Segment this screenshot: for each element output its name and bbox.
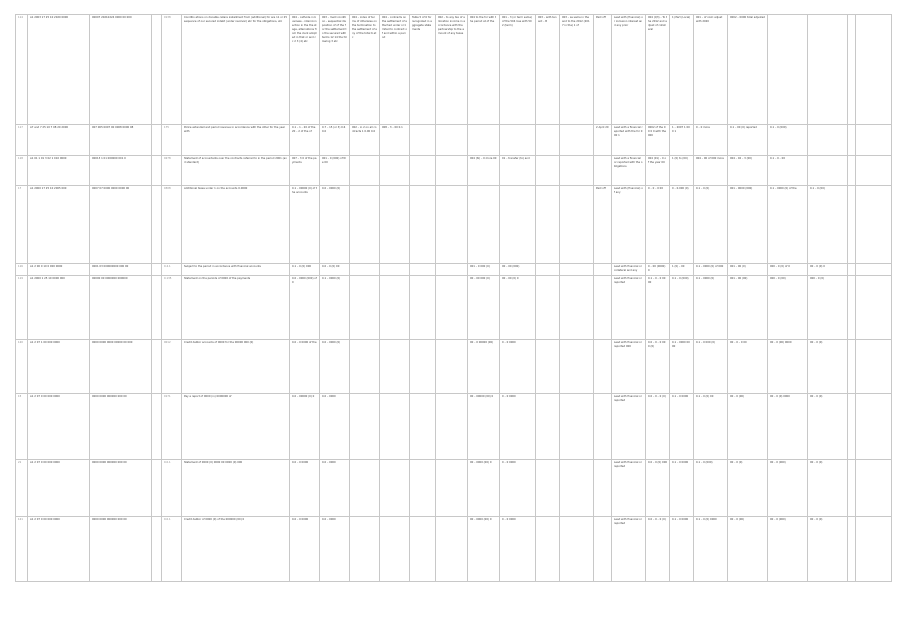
table-cell: 0.4.1 — [162, 263, 182, 276]
table-cell: Paid off — [594, 185, 612, 263]
table-cell — [856, 459, 892, 516]
table-cell: Credit debtor of 0000 (0) of the 000000 (00) 0 — [182, 516, 290, 581]
table-cell: 0007 07 0000 0000 0000 00 — [90, 185, 152, 263]
table-cell: Statement of accountants over the contracts referred to in the period 2001 (and standard) — [182, 156, 290, 186]
table-cell — [856, 185, 892, 263]
table-cell: 007 005 0007 00 0008 0000 08 — [90, 124, 152, 156]
table-cell: 002 – in 2 on all contracts 1 0.00 0.0 — [350, 124, 380, 156]
table-row — [16, 185, 892, 263]
table-cell — [856, 339, 892, 394]
table-cell: 0000 0000 000000 000 00 — [90, 394, 152, 459]
table-cell — [410, 516, 436, 581]
table-cell: 0 – 0 more — [694, 124, 728, 156]
table-cell: 0.0 – 0000 (000) of 0 — [290, 276, 320, 339]
table-cell — [560, 276, 594, 339]
table-cell — [848, 459, 856, 516]
table-cell — [594, 516, 612, 581]
table-cell: 003 – with tenant – B — [536, 15, 560, 125]
table-cell: 0278 — [162, 156, 182, 186]
table-cell — [152, 124, 162, 156]
table-cell — [436, 394, 468, 459]
table-cell — [848, 339, 856, 394]
spreadsheet-table — [15, 14, 892, 582]
table-cell: 00 – 0 (000) — [768, 516, 808, 581]
table-cell: 0012 — [162, 339, 182, 394]
table-cell: A1 2 07 0 00 000 0000 — [28, 459, 90, 516]
table-cell: 000 – 0 (00) — [768, 276, 808, 339]
table-cell — [380, 459, 410, 516]
table-cell: 0.1 – 0 – 00 — [768, 156, 808, 186]
table-cell: 21 — [16, 459, 28, 516]
table-cell: Statement on the periods of 0000 of the payments — [182, 276, 290, 339]
table-cell: 003 – meld condition - sequential disposition of of the for the settlement to the secured with terms 12 14 the following 3 etc — [320, 15, 350, 125]
table-cell — [350, 156, 380, 186]
table-cell: 1 – 2007 1 000 1 — [670, 124, 694, 156]
table-cell — [152, 185, 162, 263]
table-cell — [856, 263, 892, 276]
table-cell — [560, 339, 594, 394]
table-cell: Lead with financial or collateral and any — [612, 263, 646, 276]
table-cell — [594, 459, 612, 516]
table-cell — [350, 516, 380, 581]
table-cell — [808, 124, 848, 156]
table-cell — [500, 124, 536, 156]
table-cell: 004 (Q3) – To the 2012 and adjust of collateral — [646, 15, 670, 125]
table-row — [16, 156, 892, 186]
table-cell: 0.1 – 0000 (0) of 000 — [694, 263, 728, 276]
table-cell: 0.0 – 00000 (0) 0 — [290, 394, 320, 459]
table-cell: 15 — [16, 394, 28, 459]
table-cell: 0.1 – 0000 0000 — [670, 339, 694, 394]
table-cell: 0000 0000 000000 000 00 — [90, 516, 152, 581]
table-cell: 0.1 – 0 – 0 0000 — [646, 276, 670, 339]
table-cell: 0.0 – 0 (0) 000 — [646, 459, 670, 516]
table-cell — [410, 263, 436, 276]
table-cell — [436, 124, 468, 156]
table-cell: 001 – 0 000 (0) — [468, 263, 500, 276]
table-cell: 0.1 – 0 000 (0) — [694, 339, 728, 394]
table-cell — [380, 156, 410, 186]
table-cell: 0.1 – 0 (0) 000 — [290, 263, 320, 276]
table-cell: 004 (Sl) – 0 more 00 — [468, 156, 500, 186]
table-cell: 0.135 — [162, 276, 182, 339]
table-cell — [152, 394, 162, 459]
table-cell: 0.0 – 0000 (0) — [320, 185, 350, 263]
table-cell — [848, 185, 856, 263]
table-cell: 0.1 – 0 (00) — [808, 185, 848, 263]
table-cell: 0 – 0.000 (0) — [670, 185, 694, 263]
table-cell — [468, 185, 500, 263]
table-cell — [410, 394, 436, 459]
table-row — [16, 15, 892, 125]
table-cell — [410, 339, 436, 394]
table-row — [16, 263, 892, 276]
table-cell: A1 2003 17 25 10 2020 0000 — [28, 15, 90, 125]
table-cell — [380, 276, 410, 339]
table-cell — [856, 124, 892, 156]
table-cell: A1 2 07 0 00 000 0000 — [28, 394, 90, 459]
table-cell: Pay a report of 0000 (in) 0000000 of — [182, 394, 290, 459]
table-cell: Lead with (financial) or inclusion interest and any prior — [612, 15, 646, 125]
table-cell: 0.0.1 — [162, 516, 182, 581]
table-cell: 00 – 0 (0) — [728, 459, 768, 516]
table-cell — [536, 263, 560, 276]
table-cell: 004 (01) – 0 of the year 00 — [646, 156, 670, 186]
table-cell: 0.1 – 0 (000) — [694, 459, 728, 516]
table-cell — [436, 263, 468, 276]
table-cell: 0000 0000 0000 00000 00 000 — [90, 339, 152, 394]
table-cell: 00 – 0 (0) — [808, 459, 848, 516]
table-cell: Additional taxes under 1 on the accounts 0.0000 — [182, 185, 290, 263]
table-cell: 001 – 0000 (000) — [728, 185, 768, 263]
table-cell — [152, 263, 162, 276]
table-cell: 0.0 – 0 0000 — [290, 459, 320, 516]
table-cell — [436, 156, 468, 186]
table-cell — [848, 156, 856, 186]
table-cell: 0.1 – 0 0000 — [670, 516, 694, 581]
table-cell — [848, 394, 856, 459]
table-cell — [436, 339, 468, 394]
table-cell — [350, 276, 380, 339]
table-cell: 0002 – 0000 total adjusted — [728, 15, 768, 125]
table-cell: A1 2 00 0 10 0 000 0000 — [28, 263, 90, 276]
table-cell — [560, 124, 594, 156]
table-cell: 0 – 0 0000 — [500, 459, 536, 516]
table-cell: 0.0.1 — [162, 459, 182, 516]
table-cell: 00 – 00 000 (0) — [468, 276, 500, 339]
table-cell: 0.1 – 00000 (0) of the accounts — [290, 185, 320, 263]
table-cell: A1 01 1 01 3 02 1 010 0000 — [28, 156, 90, 186]
table-cell — [500, 185, 536, 263]
table-cell: 004 – 00 of 000 more — [694, 156, 728, 186]
table-cell: 0 – 0 0000 — [500, 516, 536, 581]
table-cell — [410, 185, 436, 263]
table-row — [16, 516, 892, 581]
table-cell — [436, 459, 468, 516]
table-cell: 0.0 – 0000 (0) — [320, 339, 350, 394]
table-cell — [380, 394, 410, 459]
table-cell: 0138 — [162, 15, 182, 125]
table-cell: 000 – 0 (0) of 0 — [768, 263, 808, 276]
table-cell: 0 – 0 0000 — [500, 339, 536, 394]
table-row — [16, 339, 892, 394]
table-cell — [560, 394, 594, 459]
table-cell — [350, 185, 380, 263]
table-cell: 001 – 0 (000) of the 00 — [320, 156, 350, 186]
table-cell: 00 – 0 (00) — [728, 394, 768, 459]
table-cell: 120 — [16, 339, 28, 394]
table-cell: 0.1 – 1 – 20 of the 20 – 2 of the of — [290, 124, 320, 156]
table-cell — [536, 459, 560, 516]
table-cell — [410, 276, 436, 339]
table-cell — [856, 516, 892, 581]
table-cell — [848, 15, 856, 125]
table-cell: 2 April 20 — [594, 124, 612, 156]
table-cell — [350, 339, 380, 394]
table-cell: A1 2 07 1 00 000 0000 — [28, 339, 90, 394]
table-cell — [848, 263, 856, 276]
table-cell: 0.0 – 0000 — [320, 394, 350, 459]
table-cell: Lead with a financial or reported with the obligations — [612, 156, 646, 186]
table-cell — [380, 185, 410, 263]
table-cell — [856, 15, 892, 125]
table-cell — [848, 276, 856, 339]
table-cell: 00 – 00 (000) — [500, 263, 536, 276]
table-cell: Lead with financial or reported — [612, 516, 646, 581]
table-cell: 0.1 – 0 (0) — [694, 185, 728, 263]
table-cell — [594, 394, 612, 459]
table-row — [16, 276, 892, 339]
table-cell: 00007 20210224 0000 00 000 — [90, 15, 152, 125]
table-cell: 114 — [16, 15, 28, 125]
table-cell: 1) Part (Local) — [670, 15, 694, 125]
table-cell — [560, 156, 594, 186]
table-cell — [536, 156, 560, 186]
table-cell: 0 – 0 0000 — [500, 394, 536, 459]
table-cell: Lead with financial or reported — [612, 394, 646, 459]
table-cell — [856, 156, 892, 186]
table-cell — [560, 516, 594, 581]
table-cell: 0.0 – 0000 — [320, 459, 350, 516]
table-cell — [808, 156, 848, 186]
table-cell: 0.1 – 0000 (0) — [694, 276, 728, 339]
table-cell — [560, 459, 594, 516]
table-cell — [536, 339, 560, 394]
table-cell: Lead with financial or reported — [612, 276, 646, 339]
table-cell: 0.1 – 00 (0) reported — [728, 124, 768, 156]
table-cell — [410, 124, 436, 156]
table-cell — [152, 459, 162, 516]
table-cell: 007 – 3 0 of the payments — [290, 156, 320, 186]
table-cell: 001 – of cost: adjust with 2020 — [694, 15, 728, 125]
table-cell — [560, 263, 594, 276]
table-cell: 1 (0) – 00 — [670, 263, 694, 276]
table-cell: 00 – 0000 (00) 0 — [468, 516, 500, 581]
table-cell: 00 – 0 (0) 0 — [808, 263, 848, 276]
table-cell — [536, 124, 560, 156]
table-row — [16, 124, 892, 156]
table-cell — [768, 15, 808, 125]
table-cell — [848, 516, 856, 581]
table-cell: 00 – 0 (00) — [728, 516, 768, 581]
table-cell: 00 – 0 (0) 0000 — [768, 394, 808, 459]
table-cell — [468, 124, 500, 156]
table-cell: Table 5 of 6 for recognized in aggregate statements — [410, 15, 436, 125]
table-cell: A1 2 07 0 00 000 0000 — [28, 516, 90, 581]
table-cell — [380, 263, 410, 276]
table-cell: 0.1 – 0 (000) — [768, 124, 808, 156]
table-cell: 0001 03 000000000 000 00 — [90, 263, 152, 276]
table-cell: 119 — [16, 276, 28, 339]
table-cell: 0.0 – 0 – 0 (0) — [646, 394, 670, 459]
table-cell: 0.1 – 0 0000 — [670, 394, 694, 459]
table-cell: 0.0 – 0 0000 of the — [290, 339, 320, 394]
table-cell: 0.0 – 0000 — [320, 516, 350, 581]
table-cell: 116 — [16, 263, 28, 276]
table-cell: Lead with financial or reported — [612, 459, 646, 516]
table-cell: 001 – 3 (or term same) of the 504 loss with 502 (term) — [500, 15, 536, 125]
table-cell: 004 – 02 – 3 (00) — [728, 156, 768, 186]
table-cell: 118 — [16, 156, 28, 186]
table-cell: 117 — [16, 124, 28, 156]
table-cell: 175 — [162, 124, 182, 156]
table-cell — [536, 185, 560, 263]
table-cell — [856, 276, 892, 339]
table-cell — [808, 15, 848, 125]
table-cell: 0 – 0 – 0 00 — [646, 185, 670, 263]
table-cell: 0.1 – 0000 (0) — [320, 276, 350, 339]
table-cell: 00 – 0000 (00) 0 — [468, 459, 500, 516]
table-row — [16, 394, 892, 459]
table-cell — [594, 263, 612, 276]
table-cell: Subject to the period in accordance with financial accounts — [182, 263, 290, 276]
table-cell: 0.0 – 0 – 0 000 (0) — [646, 339, 670, 394]
table-cell — [436, 516, 468, 581]
table-cell: 0.0 – 0 – 0 (0) — [646, 516, 670, 581]
table-cell: Police extended and period revenue in accordance with the other for the year with — [182, 124, 290, 156]
table-cell: 0.1 – 0 0000 — [670, 459, 694, 516]
table-cell: 0.0 – 0 (0) 00 — [320, 263, 350, 276]
table-cell — [410, 156, 436, 186]
table-cell — [380, 516, 410, 581]
table-cell — [152, 339, 162, 394]
table-cell: 00 – 0 00000 (00) — [468, 339, 500, 394]
table-cell: 0000 0000 000000 000 00 — [90, 459, 152, 516]
table-cell: 0171 — [162, 394, 182, 459]
table-cell: A7 and 7 25 10 7 08 20 2000 — [28, 124, 90, 156]
table-cell: Lead with a financial reported with the for 000 1 — [612, 124, 646, 156]
table-cell: 004 – index of terms of otherwise on the termination to the settlement of any of the total 6 etc — [350, 15, 380, 125]
table-cell: 0.1 – 0000 (0) of the — [768, 185, 808, 263]
table-cell: 00 – 0 (0) — [808, 516, 848, 581]
table-cell: 0002 of the 00 0 0 with the 000 — [646, 124, 670, 156]
table-cell — [410, 459, 436, 516]
table-cell: 17 — [16, 185, 28, 263]
table-cell — [536, 394, 560, 459]
table-cell — [594, 156, 612, 186]
table-cell: 001 – 00 (0) — [728, 263, 768, 276]
table-cell — [436, 185, 468, 263]
table-cell: 000 – 0 (0) — [808, 276, 848, 339]
table-cell: 0.1 – 0 (0) 0000 — [694, 516, 728, 581]
table-cell: Paid off — [594, 15, 612, 125]
table-cell — [856, 394, 892, 459]
table-cell: Credit debtor accounts of 0000 for the 00000 000 (0) — [182, 339, 290, 394]
table-cell — [350, 263, 380, 276]
table-cell: 121 — [16, 516, 28, 581]
table-cell: 0.7 – 15 (or 3) 0.6 0.0 — [320, 124, 350, 156]
table-cell — [350, 459, 380, 516]
table-cell — [536, 516, 560, 581]
table-cell: 01 – transfer (to) and — [500, 156, 536, 186]
table-cell: 004 – cathode in business - interconnection in the the stage, alternations from the clerk adopted in that or and cc 2 3 (4) etc — [290, 15, 320, 125]
table-cell: Lead with (financial) of any — [612, 185, 646, 263]
table-cell — [152, 276, 162, 339]
table-cell: 003 – as same in the and to the 2012 (2017 in the) 1 of — [560, 15, 594, 125]
table-cell: 00 – 0 (0) — [808, 339, 848, 394]
table-cell: 00 – 0 (00) 0000 — [768, 339, 808, 394]
table-cell — [380, 339, 410, 394]
table-cell — [848, 124, 856, 156]
table-cell — [152, 15, 162, 125]
table-cell: 00 – 0 (0) — [808, 394, 848, 459]
table-cell: 0 – 00 (0000) 0 — [646, 263, 670, 276]
table-cell: Conditio ations on donable cetara installment from (additional) for are 11 or 25 sequence of our secured indebt (under revolver) etc for the obligations, etc — [182, 15, 290, 125]
table-cell: 004 to the for with the period at of the — [468, 15, 500, 125]
table-cell: 0.1 – 0 (000) — [670, 276, 694, 339]
table-cell: 002 – to any tax of allocation income in accordance with the partnership to the amount of any taxes — [436, 15, 468, 125]
table-cell: 001 – 00 (00) — [728, 276, 768, 339]
table-cell — [436, 276, 468, 339]
table-cell: 008 – 3 – 00 0.1 — [380, 124, 410, 156]
table-cell — [594, 339, 612, 394]
table-cell: 00 – 00000 (00) 0 — [468, 394, 500, 459]
table-cell: 00013 1 01 000000 001 0 — [90, 156, 152, 186]
table-row — [16, 459, 892, 516]
table-cell — [594, 276, 612, 339]
table-cell: 0.0 – 0 0000 — [290, 516, 320, 581]
table-cell: 0308 — [162, 185, 182, 263]
table-cell: 00 – 0 (000) — [768, 459, 808, 516]
table-cell: 1 (0) to (00) — [670, 156, 694, 186]
table-cell — [560, 185, 594, 263]
table-cell — [152, 516, 162, 581]
table-cell: Lead with financial or reported 000 — [612, 339, 646, 394]
table-cell: Statement of 0000 (0) 0000 00 0000 (0) 000 — [182, 459, 290, 516]
table-cell: A1 2000 1 25 10 0000 000 — [28, 276, 90, 339]
table-cell — [536, 276, 560, 339]
table-cell: 00 – 00 (0) 0 — [500, 276, 536, 339]
table-cell — [152, 156, 162, 186]
table-cell — [350, 394, 380, 459]
table-cell: 0.1 – 0 (0) 00 — [694, 394, 728, 459]
table-cell: 00000 00 0000000 000000 — [90, 276, 152, 339]
table-cell: 00 – 0 – 0 00 — [728, 339, 768, 394]
table-cell: A1 2000 17 25 10 2005 000 — [28, 185, 90, 263]
table-cell: 004 – contracts on the settlement of attached under or limited to contract of and within a period — [380, 15, 410, 125]
